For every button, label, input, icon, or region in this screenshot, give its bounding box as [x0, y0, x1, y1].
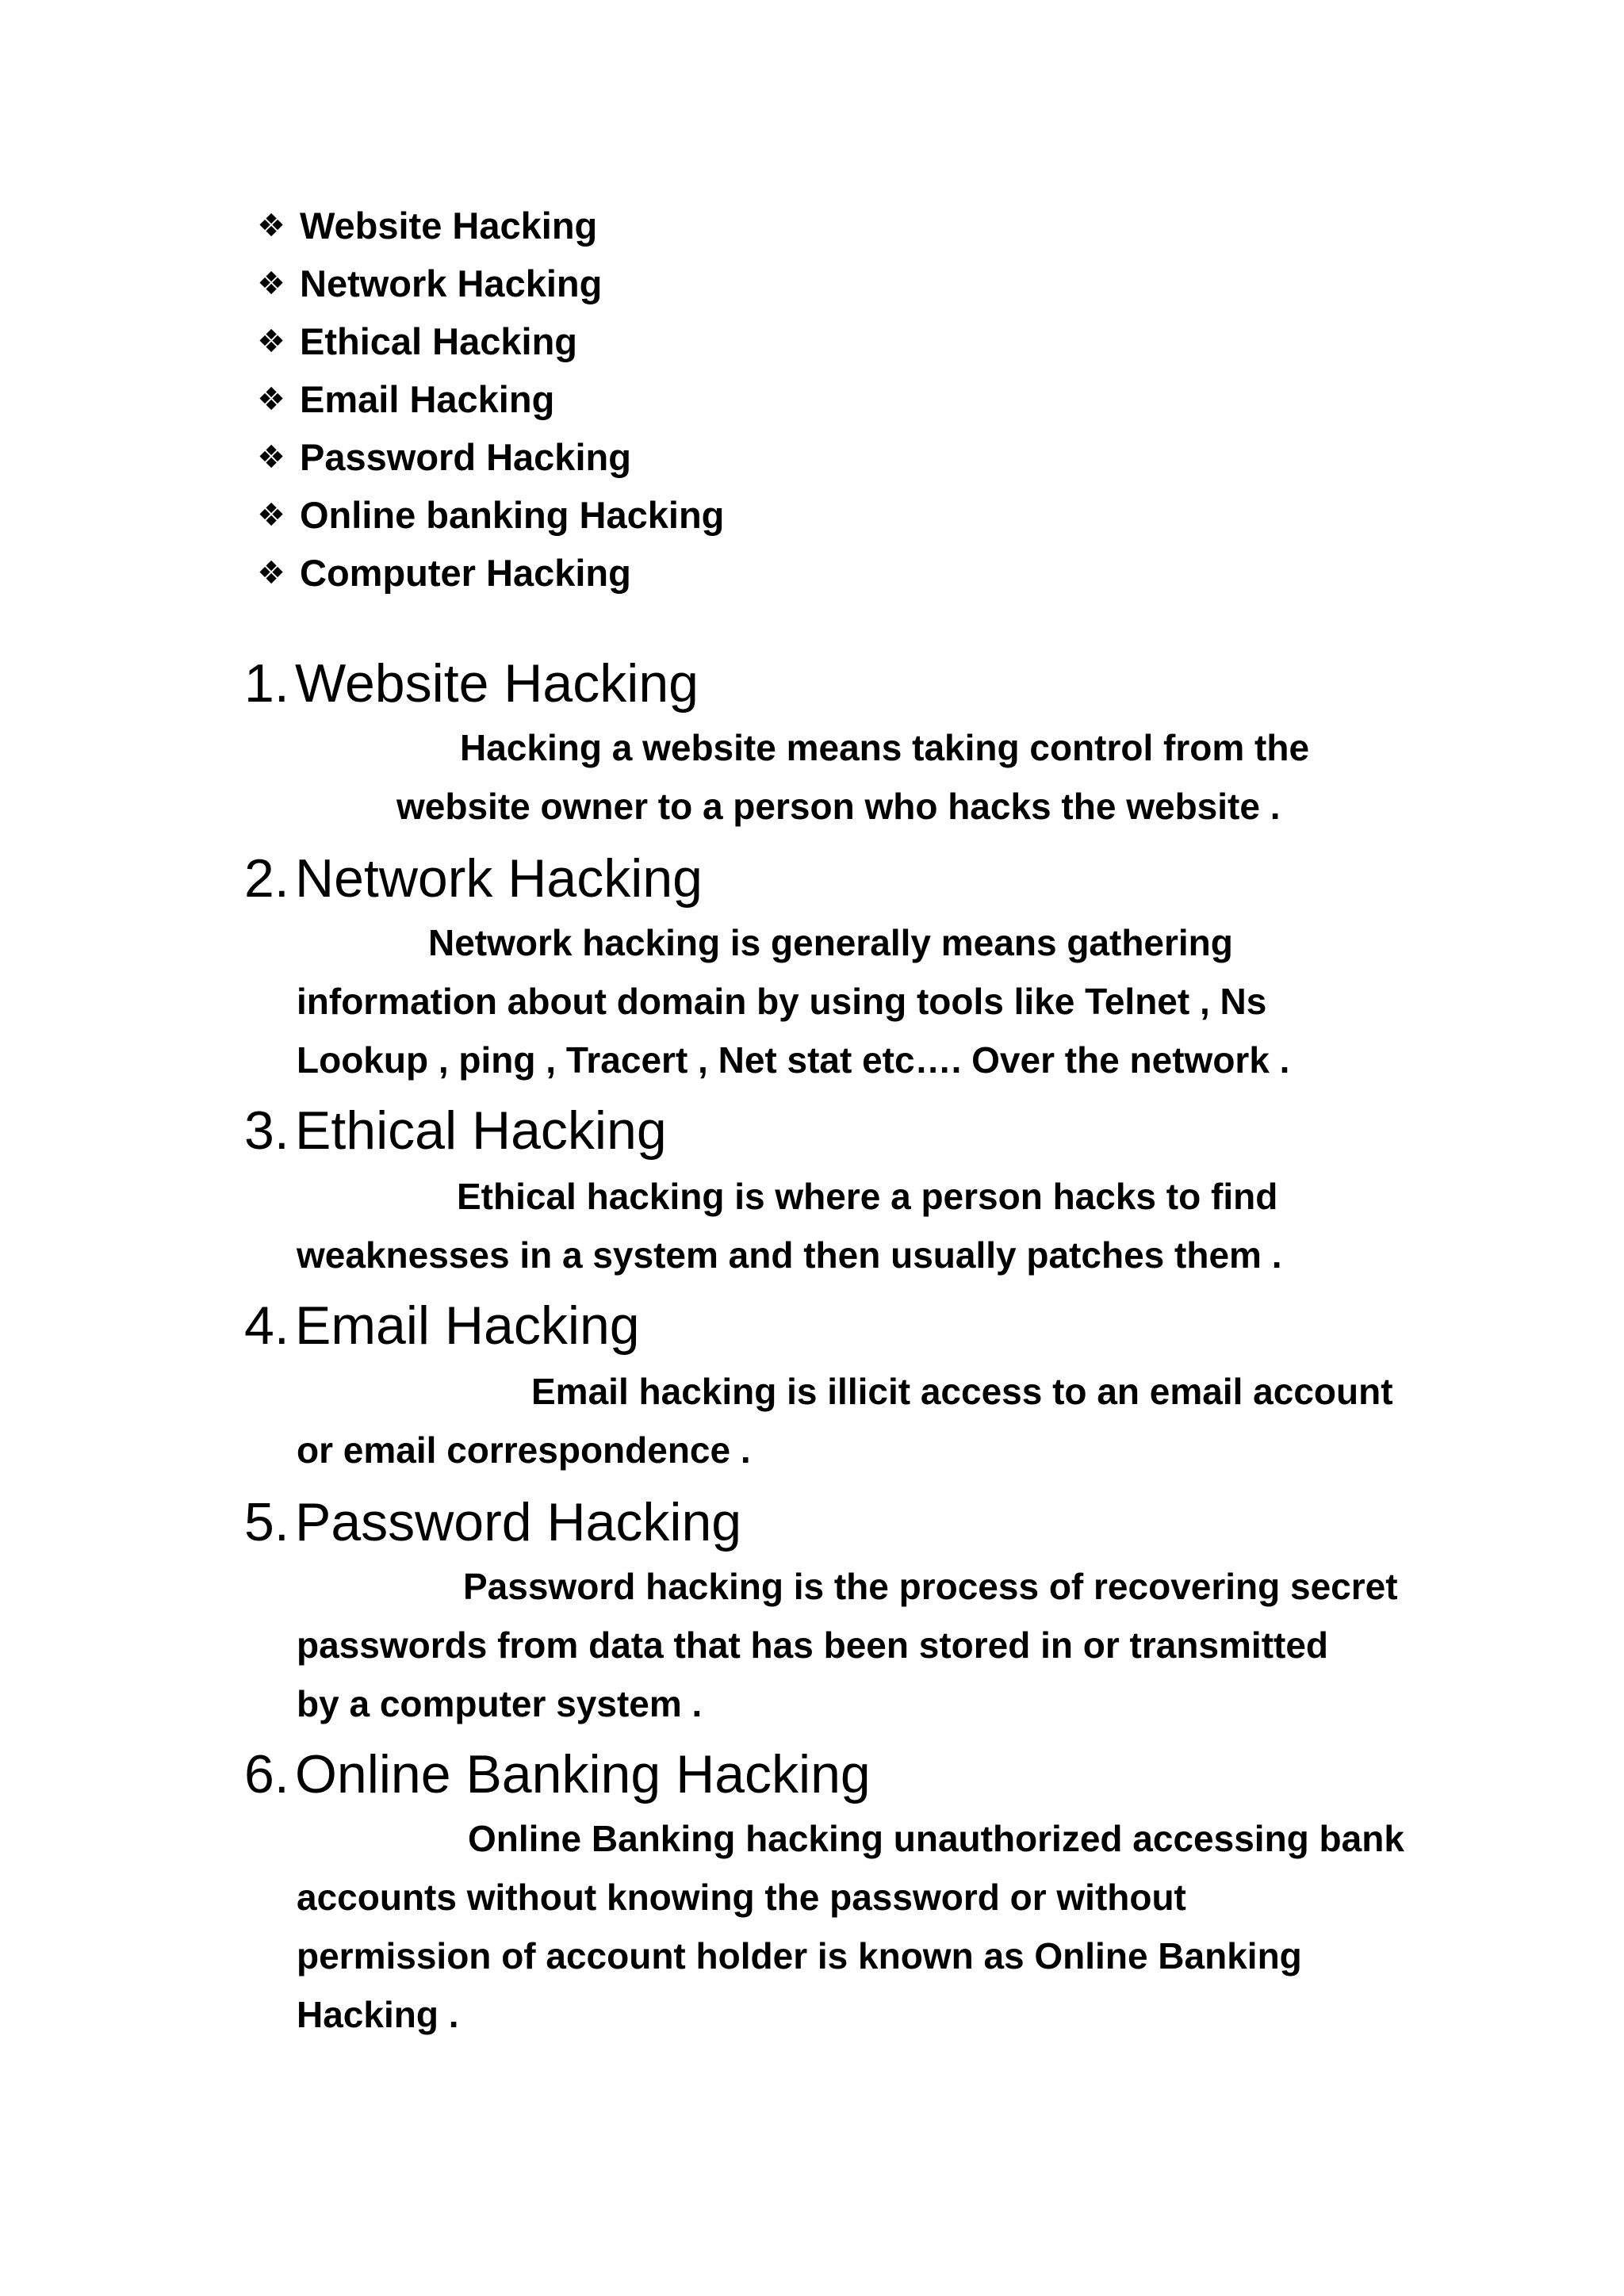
section-number: 4. [244, 1295, 289, 1356]
section-title: Password Hacking [295, 1492, 742, 1552]
section-number: 6. [244, 1744, 289, 1804]
topic-bullet-list [254, 197, 724, 602]
diamond-cross-icon: ❖ [257, 497, 285, 533]
paragraph-line: passwords from data that has been stored in or transmitted [297, 1624, 1329, 1666]
section-number: 3. [244, 1100, 289, 1161]
paragraph-line: Password hacking is the process of recovering secret [463, 1566, 1398, 1607]
diamond-cross-icon: ❖ [257, 208, 285, 243]
diamond-cross-icon: ❖ [257, 439, 285, 475]
section-number: 2. [244, 848, 289, 909]
list-item-label: Network Hacking [300, 262, 603, 304]
section-heading-ethical-hacking [244, 1100, 667, 1161]
section-title: Network Hacking [295, 848, 703, 909]
section-title: Ethical Hacking [295, 1100, 667, 1161]
diamond-cross-icon: ❖ [257, 555, 285, 591]
list-item-label: Ethical Hacking [300, 320, 577, 362]
diamond-cross-icon: ❖ [257, 381, 285, 417]
paragraph-line: information about domain by using tools like Telnet , Ns [297, 981, 1267, 1022]
list-item-label: Computer Hacking [300, 552, 631, 594]
paragraph-line: Network hacking is generally means gathering [428, 922, 1233, 963]
section-title: Email Hacking [295, 1295, 640, 1356]
paragraph-line: permission of account holder is known as Online Banking [297, 1935, 1302, 1976]
list-item [254, 544, 724, 602]
paragraph-line: Hacking a website means taking control from the [460, 727, 1310, 768]
list-item [254, 428, 724, 486]
list-item-label: Online banking Hacking [300, 494, 725, 536]
list-item [254, 312, 724, 370]
paragraph-line: accounts without knowing the password or without [297, 1877, 1186, 1918]
paragraph-line: website owner to a person who hacks the website . [396, 786, 1281, 827]
section-heading-website-hacking [244, 653, 699, 714]
paragraph-line: Hacking . [297, 1994, 459, 2035]
list-item [254, 486, 724, 544]
list-item-label: Email Hacking [300, 378, 555, 420]
diamond-cross-icon: ❖ [257, 323, 285, 359]
paragraph-line: Online Banking hacking unauthorized accessing bank [468, 1818, 1404, 1859]
paragraph-line: Ethical hacking is where a person hacks to find [457, 1176, 1278, 1217]
paragraph-line: weaknesses in a system and then usually patches them . [297, 1234, 1282, 1276]
section-title: Online Banking Hacking [295, 1744, 871, 1804]
list-item-label: Website Hacking [300, 205, 598, 247]
paragraph-line: Lookup , ping , Tracert , Net stat etc…. Over the network . [297, 1039, 1290, 1081]
list-item [254, 254, 724, 312]
list-item-label: Password Hacking [300, 436, 631, 478]
list-item [254, 370, 724, 428]
section-heading-online-banking-hacking [244, 1744, 871, 1804]
section-number: 5. [244, 1492, 289, 1552]
list-item [254, 197, 724, 254]
section-heading-email-hacking [244, 1295, 640, 1356]
paragraph-line: or email correspondence . [297, 1429, 751, 1471]
section-heading-network-hacking [244, 848, 703, 909]
paragraph-line: by a computer system . [297, 1683, 703, 1724]
section-heading-password-hacking [244, 1492, 742, 1552]
diamond-cross-icon: ❖ [257, 266, 285, 301]
section-number: 1. [244, 653, 289, 714]
section-title: Website Hacking [295, 653, 699, 714]
paragraph-line: Email hacking is illicit access to an email account [531, 1371, 1393, 1412]
